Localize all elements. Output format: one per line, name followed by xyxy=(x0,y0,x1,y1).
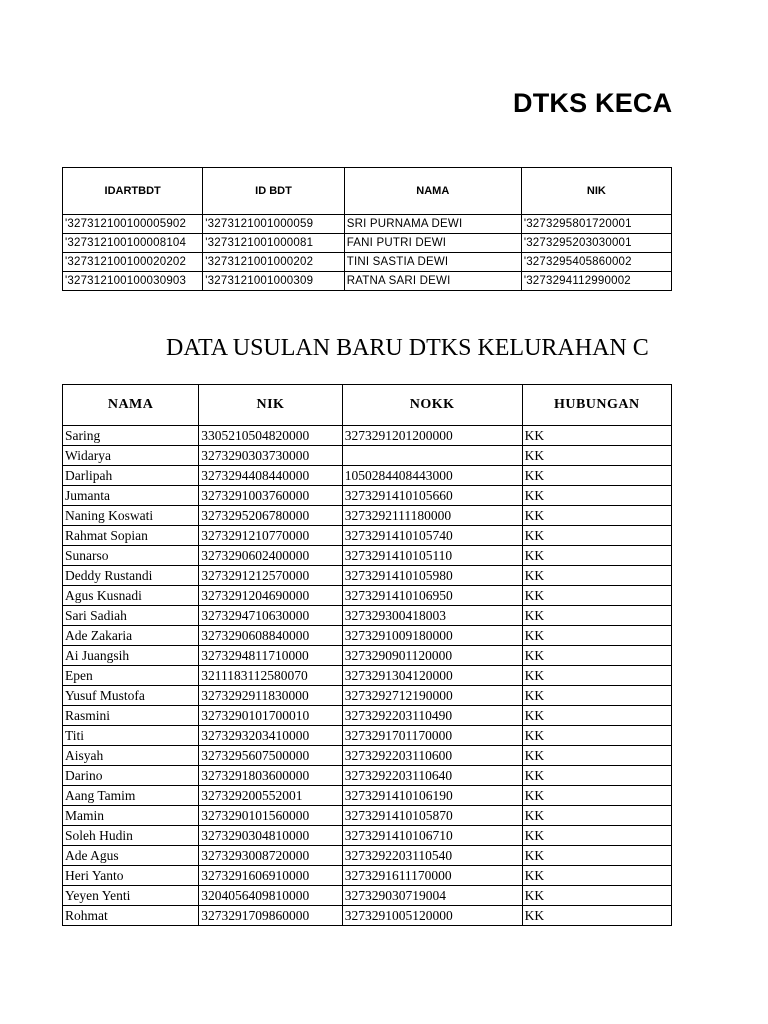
table-cell-col4: KK xyxy=(522,626,671,646)
table-cell-col1: Ade Agus xyxy=(63,846,199,866)
table-row xyxy=(63,272,672,291)
table-cell-col4: KK xyxy=(522,706,671,726)
table-cell-col3: 3273291201200000 xyxy=(342,426,522,446)
table-row xyxy=(63,466,672,486)
table-cell-col3: 3273292203110600 xyxy=(342,746,522,766)
table-cell-col3: 3273291410106950 xyxy=(342,586,522,606)
table-cell-col4: KK xyxy=(522,646,671,666)
usulan-table-body xyxy=(63,426,672,926)
column-header-nama: NAMA xyxy=(63,385,199,426)
table-cell-col3: FANI PUTRI DEWI xyxy=(344,234,521,253)
table-cell-col2: 3273290602400000 xyxy=(199,546,342,566)
table-cell-col2: 3273293203410000 xyxy=(199,726,342,746)
table-cell-col4: '3273295203030001 xyxy=(521,234,671,253)
table-row xyxy=(63,666,672,686)
table-cell-col4: KK xyxy=(522,746,671,766)
table-cell-col2: 3305210504820000 xyxy=(199,426,342,446)
table-cell-col2: 3273290608840000 xyxy=(199,626,342,646)
table-cell-col4: KK xyxy=(522,846,671,866)
table-row xyxy=(63,253,672,272)
table-cell-col2: '3273121001000309 xyxy=(203,272,344,291)
table-cell-col3: 3273291410105660 xyxy=(342,486,522,506)
table-cell-col3: 327329300418003 xyxy=(342,606,522,626)
table-row xyxy=(63,606,672,626)
table-cell-col3: TINI SASTIA DEWI xyxy=(344,253,521,272)
table-cell-col1: Widarya xyxy=(63,446,199,466)
table-cell-col1: Sunarso xyxy=(63,546,199,566)
table-cell-col1: Titi xyxy=(63,726,199,746)
table-cell-col1: Saring xyxy=(63,426,199,446)
table-cell-col1: Darino xyxy=(63,766,199,786)
table-row xyxy=(63,626,672,646)
table-cell-col1: Sari Sadiah xyxy=(63,606,199,626)
table-cell-col3: 3273291701170000 xyxy=(342,726,522,746)
table-cell-col2: 3273290101700010 xyxy=(199,706,342,726)
table-cell-col1: Yeyen Yenti xyxy=(63,886,199,906)
table-cell-col4: '3273294112990002 xyxy=(521,272,671,291)
table-cell-col4: KK xyxy=(522,826,671,846)
table-cell-col1: Yusuf Mustofa xyxy=(63,686,199,706)
table-cell-col3 xyxy=(342,446,522,466)
table-cell-col3: 3273292111180000 xyxy=(342,506,522,526)
table-cell-col2: '3273121001000081 xyxy=(203,234,344,253)
table-cell-col4: KK xyxy=(522,866,671,886)
table-cell-col2: 3273293008720000 xyxy=(199,846,342,866)
table-cell-col1: Soleh Hudin xyxy=(63,826,199,846)
table-cell-col4: KK xyxy=(522,446,671,466)
page-title: DTKS KECA xyxy=(513,88,672,118)
table-row xyxy=(63,234,672,253)
table-cell-col1: Aang Tamim xyxy=(63,786,199,806)
table-cell-col2: 3211183112580070 xyxy=(199,666,342,686)
dtks-table-body xyxy=(63,215,672,291)
table-cell-col3: 3273292203110640 xyxy=(342,766,522,786)
table-cell-col2: 3273291709860000 xyxy=(199,906,342,926)
table-cell-col2: 3273291606910000 xyxy=(199,866,342,886)
column-header-nik: NIK xyxy=(199,385,342,426)
dtks-table xyxy=(62,167,672,291)
table-cell-col4: '3273295405860002 xyxy=(521,253,671,272)
table-cell-col3: 3273291410106710 xyxy=(342,826,522,846)
table-cell-col3: 1050284408443000 xyxy=(342,466,522,486)
table-cell-col3: 3273291410105110 xyxy=(342,546,522,566)
section-title: DATA USULAN BARU DTKS KELURAHAN C xyxy=(166,335,649,361)
table-header-row xyxy=(63,168,672,215)
table-cell-col3: 3273291611170000 xyxy=(342,866,522,886)
table-row xyxy=(63,215,672,234)
table-cell-col2: 3273292911830000 xyxy=(199,686,342,706)
table-cell-col1: Agus Kusnadi xyxy=(63,586,199,606)
column-header-id-bdt: ID BDT xyxy=(203,168,344,215)
table-cell-col4: KK xyxy=(522,726,671,746)
column-header-idartbdt: IDARTBDT xyxy=(63,168,203,215)
table-cell-col2: 3273291204690000 xyxy=(199,586,342,606)
table-row xyxy=(63,846,672,866)
table-cell-col3: 3273291304120000 xyxy=(342,666,522,686)
table-cell-col4: KK xyxy=(522,766,671,786)
table-cell-col4: '3273295801720001 xyxy=(521,215,671,234)
table-cell-col2: 3273294408440000 xyxy=(199,466,342,486)
table-row xyxy=(63,906,672,926)
table-cell-col3: 3273292203110540 xyxy=(342,846,522,866)
table-cell-col2: 3273290101560000 xyxy=(199,806,342,826)
table-cell-col1: Heri Yanto xyxy=(63,866,199,886)
column-header-nik: NIK xyxy=(521,168,671,215)
table-cell-col3: 3273291410105980 xyxy=(342,566,522,586)
table-cell-col3: 3273292712190000 xyxy=(342,686,522,706)
table-cell-col1: Epen xyxy=(63,666,199,686)
table-cell-col3: 3273291410106190 xyxy=(342,786,522,806)
table-cell-col1: '327312100100020202 xyxy=(63,253,203,272)
table-cell-col3: 3273291410105740 xyxy=(342,526,522,546)
table-cell-col1: Ai Juangsih xyxy=(63,646,199,666)
column-header-nokk: NOKK xyxy=(342,385,522,426)
table-cell-col1: '327312100100005902 xyxy=(63,215,203,234)
table-cell-col3: 3273290901120000 xyxy=(342,646,522,666)
table-cell-col4: KK xyxy=(522,486,671,506)
table-row xyxy=(63,806,672,826)
table-cell-col4: KK xyxy=(522,566,671,586)
table-row xyxy=(63,646,672,666)
table-cell-col4: KK xyxy=(522,546,671,566)
table-cell-col4: KK xyxy=(522,686,671,706)
table-cell-col2: 3273291803600000 xyxy=(199,766,342,786)
table-cell-col3: 3273292203110490 xyxy=(342,706,522,726)
table-row xyxy=(63,686,672,706)
table-row xyxy=(63,746,672,766)
table-header-row xyxy=(63,385,672,426)
table-cell-col1: Darlipah xyxy=(63,466,199,486)
table-cell-col1: Jumanta xyxy=(63,486,199,506)
table-cell-col4: KK xyxy=(522,586,671,606)
table-row xyxy=(63,706,672,726)
table-cell-col2: 3273295607500000 xyxy=(199,746,342,766)
table-cell-col1: Ade Zakaria xyxy=(63,626,199,646)
table-row xyxy=(63,866,672,886)
usulan-table xyxy=(62,384,672,926)
table-cell-col1: '327312100100008104 xyxy=(63,234,203,253)
table-row xyxy=(63,426,672,446)
table-cell-col4: KK xyxy=(522,526,671,546)
table-cell-col4: KK xyxy=(522,506,671,526)
column-header-nama: NAMA xyxy=(344,168,521,215)
table-cell-col2: '3273121001000202 xyxy=(203,253,344,272)
column-header-hubungan: HUBUNGAN xyxy=(522,385,671,426)
table-cell-col1: Aisyah xyxy=(63,746,199,766)
table-cell-col4: KK xyxy=(522,906,671,926)
table-cell-col4: KK xyxy=(522,886,671,906)
table-row xyxy=(63,586,672,606)
table-cell-col2: 3273294811710000 xyxy=(199,646,342,666)
table-cell-col2: 3273291003760000 xyxy=(199,486,342,506)
table-cell-col1: Rohmat xyxy=(63,906,199,926)
table-cell-col2: 3204056409810000 xyxy=(199,886,342,906)
table-cell-col2: 3273291212570000 xyxy=(199,566,342,586)
table-cell-col1: Mamin xyxy=(63,806,199,826)
table-cell-col2: 327329200552001 xyxy=(199,786,342,806)
table-cell-col3: 3273291410105870 xyxy=(342,806,522,826)
table-cell-col4: KK xyxy=(522,806,671,826)
table-cell-col4: KK xyxy=(522,426,671,446)
table-cell-col1: Deddy Rustandi xyxy=(63,566,199,586)
table-cell-col3: 3273291009180000 xyxy=(342,626,522,646)
table-row xyxy=(63,546,672,566)
table-row xyxy=(63,766,672,786)
table-cell-col1: Rahmat Sopian xyxy=(63,526,199,546)
table-cell-col1: Naning Koswati xyxy=(63,506,199,526)
table-cell-col3: 327329030719004 xyxy=(342,886,522,906)
table-row xyxy=(63,786,672,806)
table-cell-col2: 3273295206780000 xyxy=(199,506,342,526)
table-cell-col4: KK xyxy=(522,466,671,486)
table-cell-col3: SRI PURNAMA DEWI xyxy=(344,215,521,234)
table-cell-col1: '327312100100030903 xyxy=(63,272,203,291)
table-cell-col2: 3273291210770000 xyxy=(199,526,342,546)
table-cell-col3: RATNA SARI DEWI xyxy=(344,272,521,291)
table-row xyxy=(63,526,672,546)
table-cell-col2: '3273121001000059 xyxy=(203,215,344,234)
table-cell-col4: KK xyxy=(522,666,671,686)
table-row xyxy=(63,486,672,506)
table-cell-col2: 3273290303730000 xyxy=(199,446,342,466)
table-row xyxy=(63,506,672,526)
table-cell-col4: KK xyxy=(522,606,671,626)
table-cell-col2: 3273294710630000 xyxy=(199,606,342,626)
table-cell-col2: 3273290304810000 xyxy=(199,826,342,846)
table-cell-col3: 3273291005120000 xyxy=(342,906,522,926)
table-row xyxy=(63,446,672,466)
table-row xyxy=(63,726,672,746)
table-cell-col1: Rasmini xyxy=(63,706,199,726)
table-cell-col4: KK xyxy=(522,786,671,806)
table-row xyxy=(63,886,672,906)
table-row xyxy=(63,566,672,586)
table-row xyxy=(63,826,672,846)
